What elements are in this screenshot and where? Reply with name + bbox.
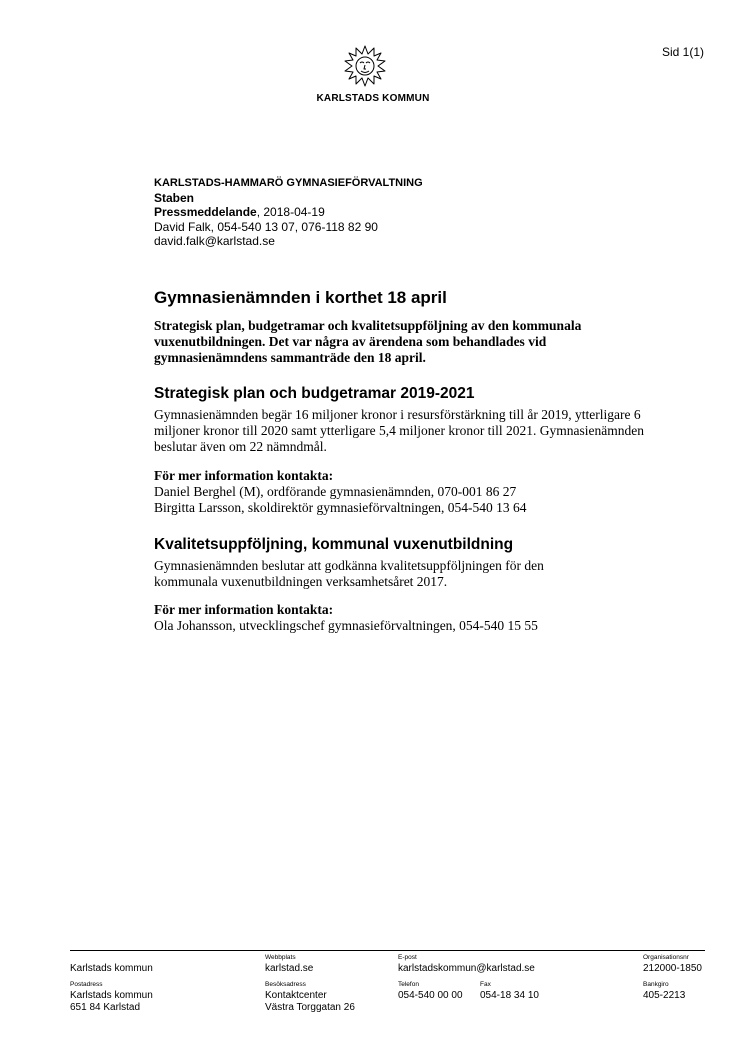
contact-line: David Falk, 054-540 13 07, 076-118 82 90: [154, 219, 378, 234]
lead-paragraph: Strategisk plan, budgetramar och kvalitetsuppföljning av den kommunala vuxenutbildningen. Det var några av ärendena som behandlades vid gymnasienämndens sammanträde den 18 april.: [154, 318, 582, 365]
contact-person: Daniel Berghel (M), ordförande gymnasienämnden, 070-001 86 27: [154, 484, 517, 499]
organization-name: KARLSTADS-HAMMARÖ GYMNASIEFÖRVALTNING: [154, 177, 423, 189]
doc-type: Pressmeddelande: [154, 205, 257, 219]
page-number: Sid 1(1): [661, 45, 704, 59]
footer-postadress-1: Karlstads kommun: [70, 990, 153, 1001]
footer-telefon: 054-540 00 00: [398, 990, 463, 1001]
section-heading-budget: Strategisk plan och budgetramar 2019-2021: [154, 385, 475, 402]
contact-email: david.falk@karlstad.se: [154, 234, 275, 248]
footer-orgnr-label: Organisationsnr: [643, 954, 689, 961]
footer-epost-label: E-post: [398, 954, 417, 961]
contact-person: Birgitta Larsson, skoldirektör gymnasieförvaltningen, 054-540 13 64: [154, 500, 527, 515]
footer-orgnr: 212000-1850: [643, 963, 702, 974]
logo-text: KARLSTADS KOMMUN: [316, 93, 430, 104]
footer-postadress-2: 651 84 Karlstad: [70, 1002, 141, 1013]
doc-type-line: [154, 205, 423, 220]
footer-fax-label: Fax: [480, 981, 491, 988]
footer-fax: 054-18 34 10: [480, 990, 539, 1001]
section-heading-quality: Kvalitetsuppföljning, kommunal vuxenutbildning: [154, 536, 514, 553]
footer-besoksadress-2: Västra Torggatan 26: [265, 1002, 355, 1013]
footer-besoksadress-1: Kontaktcenter: [265, 990, 327, 1001]
contact-heading: För mer information kontakta:: [154, 602, 334, 617]
footer-besoksadress-label: Besöksadress: [265, 981, 306, 988]
footer-webbplats-label: Webbplats: [265, 954, 296, 961]
department-name: Staben: [154, 190, 195, 205]
footer-divider: [70, 950, 705, 951]
section-contact-quality: [154, 602, 538, 634]
footer-webbplats: karlstad.se: [265, 963, 314, 974]
section-body-budget: Gymnasienämnden begär 16 miljoner kronor i resursförstärkning till år 2019, ytterligare 6 miljoner kronor till 2020 samt ytterligare 5,4 miljoner kronor till 2021. Gymnasienämnden beslutar även om 22 nämndmål.: [154, 407, 645, 454]
sun-face-icon: [343, 44, 387, 88]
section-contact-budget: [154, 468, 526, 516]
contact-person: Ola Johansson, utvecklingschef gymnasieförvaltningen, 054-540 15 55: [154, 618, 538, 633]
footer-epost: karlstadskommun@karlstad.se: [398, 963, 535, 974]
contact-heading: För mer information kontakta:: [154, 468, 334, 483]
footer-postadress-label: Postadress: [70, 981, 103, 988]
doc-date: , 2018-04-19: [256, 205, 325, 219]
footer-bankgiro-label: Bankgiro: [643, 981, 669, 988]
footer-telefon-label: Telefon: [398, 981, 419, 988]
page-title: Gymnasienämnden i korthet 18 april: [154, 288, 447, 307]
section-body-quality: Gymnasienämnden beslutar att godkänna kvalitetsuppföljningen för den kommunala vuxenutbildningen verksamhetsåret 2017.: [154, 558, 544, 589]
footer-org-name: Karlstads kommun: [70, 963, 153, 974]
footer-bankgiro: 405-2213: [643, 990, 686, 1001]
header-block: [154, 176, 423, 249]
